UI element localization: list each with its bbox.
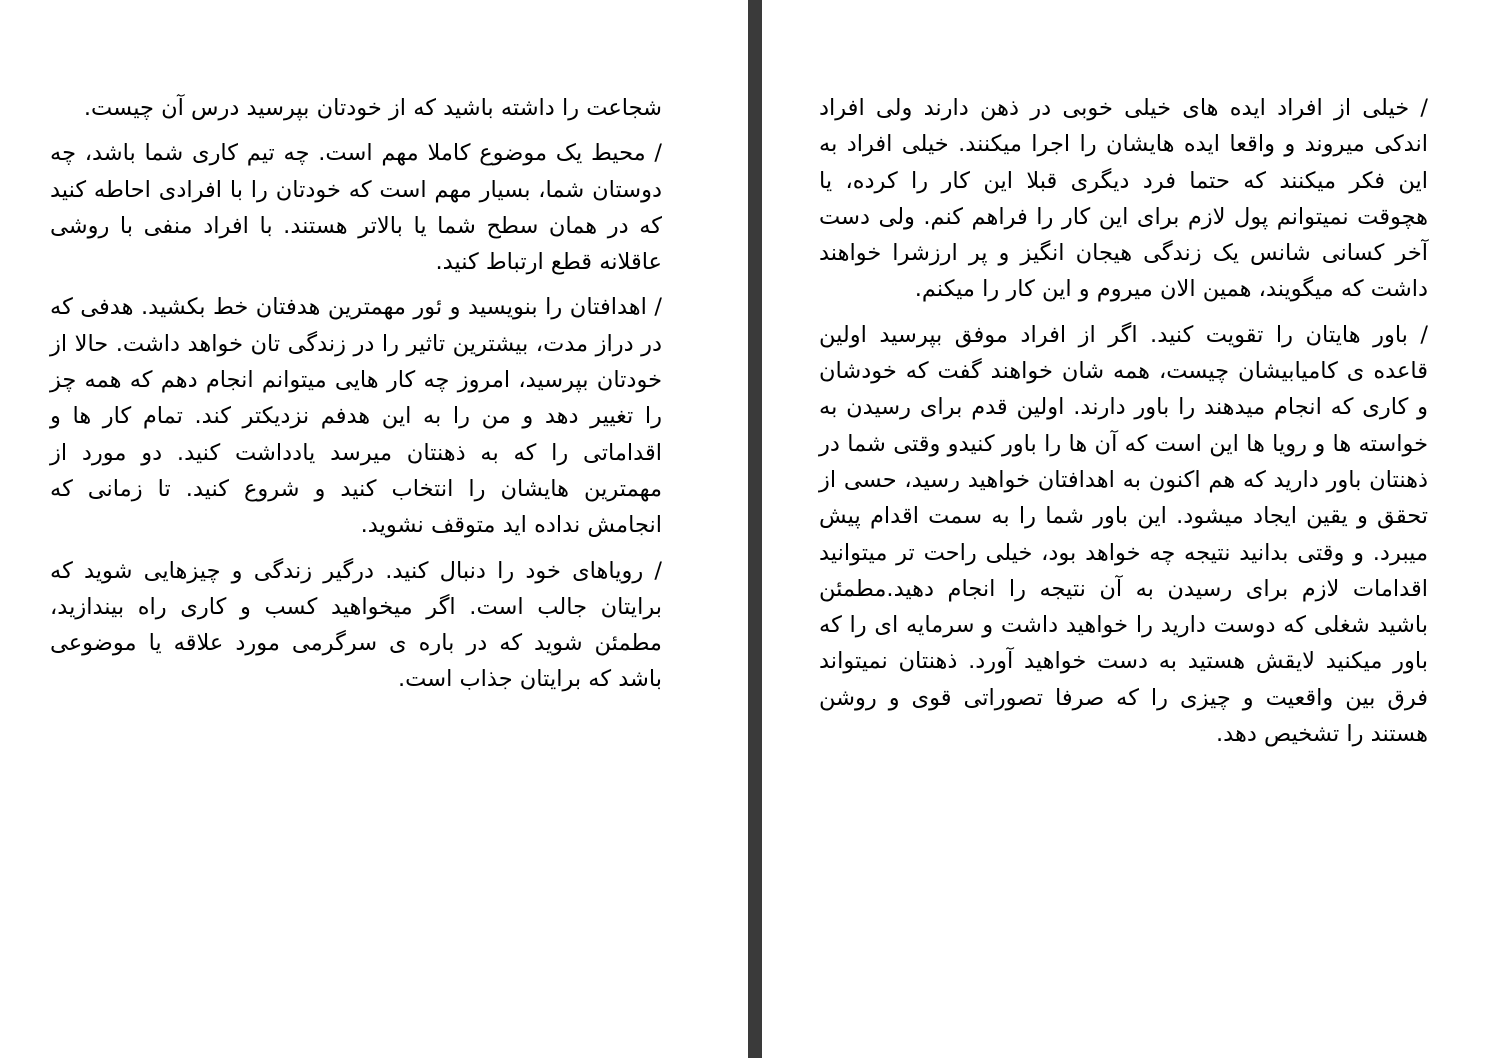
right-page xyxy=(762,0,1507,1058)
paragraph-beliefs: / باور هایتان را تقویت کنید. اگر از افراد موفق بپرسید اولین قاعده ی کامیابیشان چیست، همه شان خواهند گفت که خودشان و کاری که انجام میدهند را باور دارند. اولین قدم برای رسیدن به خواسته ها و رویا ها این است که آن ها را باور کنیدو وقتی شما در ذهنتان باور دارید که هم اکنون به اهدافتان خواهید رسید، حسی از تحقق و یقین ایجاد میشود. این باور شما را به سمت اقدام پیش میبرد. و وقتی بدانید نتیجه چه خواهد بود، خیلی راحت تر میتوانید اقدامات لازم برای رسیدن به آن نتیجه را انجام دهید.مطمئن باشید شغلی که دوست دارید را خواهید داشت و سرمایه ای را که باور میکنید لایقش هستید به دست خواهید آورد. ذهنتان نمیتواند فرق بین واقعیت و چیزی را که صرفا تصوراتی قوی و روشن هستند را تشخیص دهد. xyxy=(819,321,1428,748)
page-gutter xyxy=(748,0,762,1058)
paragraph-ideas: / خیلی از افراد ایده های خیلی خوبی در ذهن دارند ولی افراد اندکی میروند و واقعا ایده هایشان را اجرا میکنند. خیلی افراد به این فکر میکنند که حتما فرد دیگری قبلا این کار را کرده، یا هچوقت نمیتوانم پول لازم برای این کار را فراهم کنم. ولی دست آخر کسانی شانس یک زندگی هیجان انگیز و پر ارزشرا خواهند داشت که میگویند، همین الان میروم و این کار را میکنم. xyxy=(819,95,1428,303)
paragraph-courage: شجاعت را داشته باشید که از خودتان بپرسید درس آن چیست. xyxy=(83,95,662,121)
paragraph-environment: / محیط یک موضوع کاملا مهم است. چه تیم کاری شما باشد، چه دوستان شما، بسیار مهم است که خودتان را با افرادی احاطه کنید که در همان سطح شما یا بالاتر هستند. با افراد منفی با روشی عاقلانه قطع ارتباط کنید. xyxy=(50,140,662,276)
left-page-text xyxy=(50,90,662,707)
left-page xyxy=(0,0,748,1058)
paragraph-goals: / اهدافتان را بنویسید و ئور مهمترین هدفتان خط بکشید. هدفی که در دراز مدت، بیشترین تاثیر را در زندگی تان خواهد داشت. حالا از خودتان بپرسید، امروز چه کار هایی میتوانم انجام دهم که همه چز را تغییر دهد و من را به این هدفم نزدیکتر کند. تمام کار ها و اقداماتی را که به ذهنتان میرسد یادداشت کنید. دو مورد از مهمترین هایشان را انتخاب کنید و شروع کنید. تا زمانی که انجامش نداده اید متوقف نشوید. xyxy=(50,294,662,539)
right-page-text xyxy=(819,90,1428,761)
paragraph-dreams: / رویاهای خود را دنبال کنید. درگیر زندگی و چیزهایی شوید که برایتان جالب است. اگر میخواهید کسب و کاری راه بیندازید، مطمئن شوید که در باره ی سرگرمی مورد علاقه یا موضوعی باشد که برایتان جذاب است. xyxy=(50,557,662,693)
